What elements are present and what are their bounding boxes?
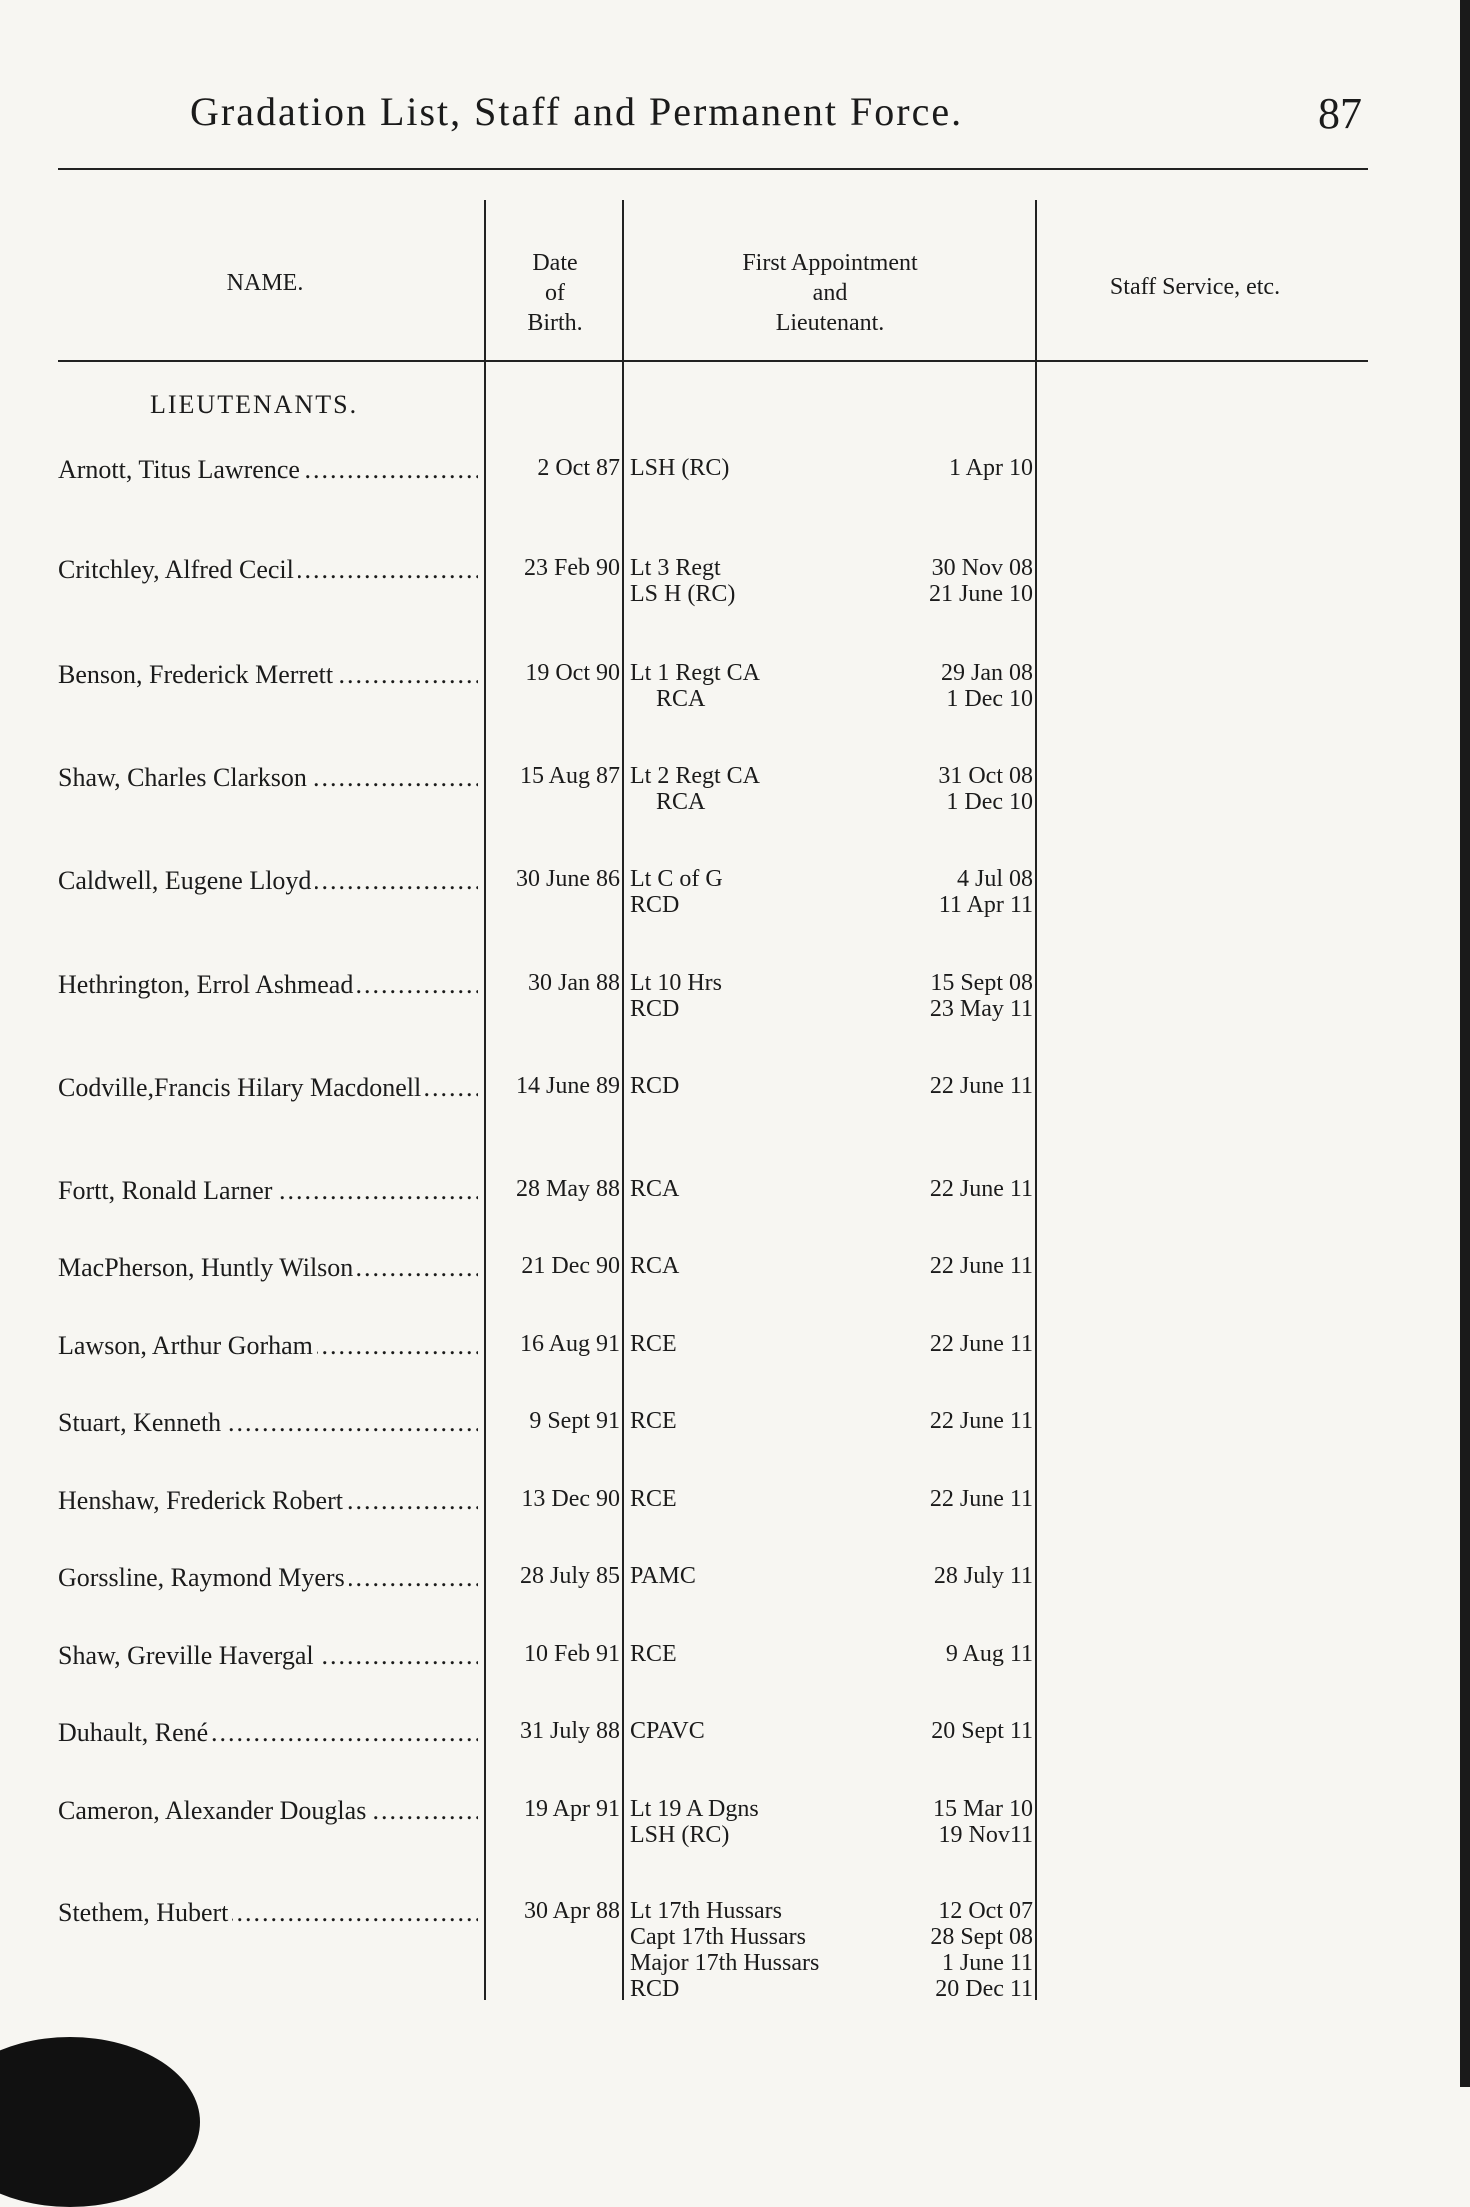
- appointment-unit: RCE: [630, 1331, 677, 1357]
- appointment-unit: RCE: [630, 1408, 677, 1434]
- date-of-birth: 30 June 86: [516, 866, 620, 892]
- appointment: [628, 1253, 1033, 1279]
- officer-name-text: Stethem, Hubert: [58, 1898, 232, 1927]
- officer-name: [58, 970, 478, 1000]
- column-header-name: [140, 268, 390, 298]
- officer-name: [58, 1796, 478, 1826]
- date-of-birth: 19 Apr 91: [524, 1796, 620, 1822]
- date-of-birth: 28 July 85: [519, 1563, 620, 1589]
- column-header-dob-line: of: [545, 280, 565, 306]
- column-header-first-appointment: [630, 248, 1030, 338]
- appointments-cell: [628, 660, 1033, 712]
- officer-name: [58, 1253, 478, 1283]
- column-header-first-line: and: [812, 280, 848, 306]
- column-header-staff-service: [1040, 272, 1350, 302]
- appointment: [628, 763, 1033, 789]
- officer-name-text: Benson, Frederick Merrett: [58, 660, 337, 689]
- appointment: [628, 555, 1033, 581]
- column-header-name-label: NAME.: [226, 270, 304, 296]
- officer-name-text: Stuart, Kenneth: [58, 1408, 225, 1437]
- appointment-date: 22 June 11: [929, 1486, 1033, 1512]
- column-header-first-line: First Appointment: [742, 250, 918, 276]
- appointment: [628, 1641, 1033, 1667]
- column-divider: [484, 200, 486, 2000]
- column-divider: [622, 200, 624, 2000]
- appointment-unit: Lt C of G: [630, 866, 723, 892]
- officer-name-text: Cameron, Alexander Douglas: [58, 1796, 370, 1825]
- appointment-unit: RCE: [630, 1641, 677, 1667]
- appointments-cell: [628, 866, 1033, 918]
- officer-name-text: Caldwell, Eugene Lloyd: [58, 866, 315, 895]
- column-header-staff-label: Staff Service, etc.: [1109, 274, 1281, 300]
- appointment: [628, 996, 1033, 1022]
- appointment-unit: Lt 3 Regt: [630, 555, 721, 581]
- page-corner-shadow: [0, 2037, 200, 2207]
- officer-name: [58, 763, 478, 793]
- appointments-cell: [628, 1563, 1033, 1589]
- appointment-date: 28 Sept 08: [930, 1924, 1033, 1950]
- appointment-date: 30 Nov 08: [931, 555, 1033, 581]
- appointment: [628, 892, 1033, 918]
- appointment-date: 22 June 11: [929, 1408, 1033, 1434]
- appointment-date: 15 Mar 10: [933, 1796, 1033, 1822]
- appointment-unit: PAMC: [630, 1563, 696, 1589]
- appointment-date: 22 June 11: [929, 1073, 1033, 1099]
- officer-name: [58, 555, 478, 585]
- appointment: [628, 866, 1033, 892]
- appointments-cell: [628, 1898, 1033, 2002]
- date-of-birth: 2 Oct 87: [537, 455, 620, 481]
- date-of-birth: 19 Oct 90: [525, 660, 620, 686]
- appointment-date: 20 Sept 11: [931, 1718, 1033, 1744]
- officer-name: [58, 1073, 478, 1103]
- appointment-unit: RCD: [630, 1073, 680, 1099]
- officer-name-text: Hethrington, Errol Ashmead: [58, 970, 357, 999]
- appointment-unit: Major 17th Hussars: [630, 1950, 820, 1976]
- appointment: [628, 789, 1033, 815]
- appointment-unit: RCA: [630, 1176, 680, 1202]
- appointment-date: 1 Apr 10: [949, 455, 1033, 481]
- appointment: [628, 1718, 1033, 1744]
- appointment-date: 15 Sept 08: [930, 970, 1033, 996]
- appointment-date: 22 June 11: [929, 1331, 1033, 1357]
- appointment-unit: RCD: [630, 996, 680, 1022]
- page-number: 87: [1318, 89, 1362, 138]
- appointment-unit: Lt 2 Regt CA: [630, 763, 760, 789]
- date-of-birth: 16 Aug 91: [519, 1331, 620, 1357]
- officer-name-text: Critchley, Alfred Cecil: [58, 555, 298, 584]
- date-of-birth: 31 July 88: [519, 1718, 620, 1744]
- officer-name-text: Codville,Francis Hilary Macdonell: [58, 1073, 425, 1102]
- appointment: [628, 686, 1033, 712]
- officer-name: [58, 1898, 478, 1928]
- date-of-birth: 28 May 88: [516, 1176, 620, 1202]
- officer-name-text: MacPherson, Huntly Wilson: [58, 1253, 357, 1282]
- appointments-cell: [628, 1331, 1033, 1357]
- appointment-date: 1 Dec 10: [946, 686, 1033, 712]
- officer-name: [58, 660, 478, 690]
- column-header-dob: [490, 248, 620, 338]
- appointment-unit: Lt 10 Hrs: [630, 970, 722, 996]
- appointments-cell: [628, 1718, 1033, 1744]
- appointment-unit: RCE: [630, 1486, 677, 1512]
- date-of-birth: 13 Dec 90: [521, 1486, 620, 1512]
- appointment: [628, 1408, 1033, 1434]
- appointment-unit: Capt 17th Hussars: [630, 1924, 806, 1950]
- appointments-cell: [628, 1408, 1033, 1434]
- section-title: LIEUTENANTS.: [150, 390, 359, 419]
- appointment-date: 20 Dec 11: [935, 1976, 1033, 2002]
- officer-name: [58, 1486, 478, 1516]
- appointment-unit: RCD: [630, 892, 680, 918]
- date-of-birth: 10 Feb 91: [524, 1641, 620, 1667]
- appointment-unit: Lt 19 A Dgns: [630, 1796, 759, 1822]
- appointment-date: 22 June 11: [929, 1253, 1033, 1279]
- appointments-cell: [628, 1176, 1033, 1202]
- date-of-birth: 30 Apr 88: [524, 1898, 620, 1924]
- appointment-date: 28 July 11: [933, 1563, 1033, 1589]
- officer-name-text: Gorssline, Raymond Myers: [58, 1563, 349, 1592]
- appointment: [628, 1563, 1033, 1589]
- officer-name-text: Lawson, Arthur Gorham: [58, 1331, 317, 1360]
- appointment-date: 29 Jan 08: [941, 660, 1033, 686]
- officer-name: [58, 1176, 478, 1206]
- appointment: [628, 581, 1033, 607]
- column-divider: [1035, 200, 1037, 2000]
- appointments-cell: [628, 1486, 1033, 1512]
- appointments-cell: [628, 455, 1033, 481]
- officer-name: [58, 1641, 478, 1671]
- appointment-date: 12 Oct 07: [938, 1898, 1033, 1924]
- appointment: [628, 1796, 1033, 1822]
- appointment-unit: RCA: [656, 686, 706, 712]
- appointment: [628, 1924, 1033, 1950]
- appointment-date: 9 Aug 11: [945, 1641, 1033, 1667]
- date-of-birth: 9 Sept 91: [529, 1408, 620, 1434]
- appointments-cell: [628, 555, 1033, 607]
- appointment: [628, 1331, 1033, 1357]
- date-of-birth: 23 Feb 90: [524, 555, 620, 581]
- officer-name: [58, 455, 478, 485]
- appointment: [628, 1950, 1033, 1976]
- appointments-cell: [628, 763, 1033, 815]
- appointment-unit: RCA: [630, 1253, 680, 1279]
- appointment: [628, 1176, 1033, 1202]
- appointment: [628, 660, 1033, 686]
- appointment-unit: LSH (RC): [630, 1822, 730, 1848]
- appointment-unit: CPAVC: [630, 1718, 705, 1744]
- officer-name: [58, 1331, 478, 1361]
- officer-name-text: Henshaw, Frederick Robert: [58, 1486, 347, 1515]
- appointment-date: 21 June 10: [929, 581, 1033, 607]
- appointments-cell: [628, 970, 1033, 1022]
- appointment-date: 11 Apr 11: [938, 892, 1033, 918]
- appointment-unit: RCA: [656, 789, 706, 815]
- appointments-cell: [628, 1253, 1033, 1279]
- appointment: [628, 1822, 1033, 1848]
- officer-name: [58, 1718, 478, 1748]
- appointment-date: 23 May 11: [929, 996, 1033, 1022]
- appointment-unit: RCD: [630, 1976, 680, 2002]
- appointment-date: 19 Nov11: [938, 1822, 1033, 1848]
- appointment: [628, 1486, 1033, 1512]
- officer-name-text: Fortt, Ronald Larner: [58, 1176, 276, 1205]
- header-rule: [58, 168, 1368, 170]
- appointment-date: 22 June 11: [929, 1176, 1033, 1202]
- date-of-birth: 30 Jan 88: [528, 970, 620, 996]
- page-header: [190, 88, 963, 135]
- appointment-date: 4 Jul 08: [956, 866, 1033, 892]
- column-header-dob-line: Date: [532, 250, 578, 276]
- date-of-birth: 21 Dec 90: [521, 1253, 620, 1279]
- officer-name: [58, 1408, 478, 1438]
- date-of-birth: 14 June 89: [516, 1073, 620, 1099]
- column-header-first-line: Lieutenant.: [775, 310, 885, 336]
- appointments-cell: [628, 1641, 1033, 1667]
- officer-name-text: Shaw, Greville Havergal: [58, 1641, 318, 1670]
- appointment: [628, 1898, 1033, 1924]
- appointment-date: 1 Dec 10: [946, 789, 1033, 815]
- appointment: [628, 970, 1033, 996]
- page-title: Gradation List, Staff and Permanent Force.: [190, 89, 964, 134]
- appointment-unit: Lt 17th Hussars: [630, 1898, 782, 1924]
- officer-name-text: Arnott, Titus Lawrence: [58, 455, 304, 484]
- appointment: [628, 455, 1033, 481]
- appointment-unit: Lt 1 Regt CA: [630, 660, 760, 686]
- appointments-cell: [628, 1073, 1033, 1099]
- date-of-birth: 15 Aug 87: [519, 763, 620, 789]
- appointment-date: 31 Oct 08: [938, 763, 1033, 789]
- appointment: [628, 1976, 1033, 2002]
- column-header-dob-line: Birth.: [527, 310, 583, 336]
- appointment: [628, 1073, 1033, 1099]
- column-header-rule: [58, 360, 1368, 362]
- officer-name-text: Duhault, René: [58, 1718, 212, 1747]
- book-binding-edge: [1460, 0, 1470, 2087]
- appointment-unit: LSH (RC): [630, 455, 730, 481]
- appointment-unit: LS H (RC): [630, 581, 736, 607]
- officer-name-text: Shaw, Charles Clarkson: [58, 763, 311, 792]
- appointment-date: 1 June 11: [941, 1950, 1033, 1976]
- officer-name: [58, 1563, 478, 1593]
- officer-name: [58, 866, 478, 896]
- appointments-cell: [628, 1796, 1033, 1848]
